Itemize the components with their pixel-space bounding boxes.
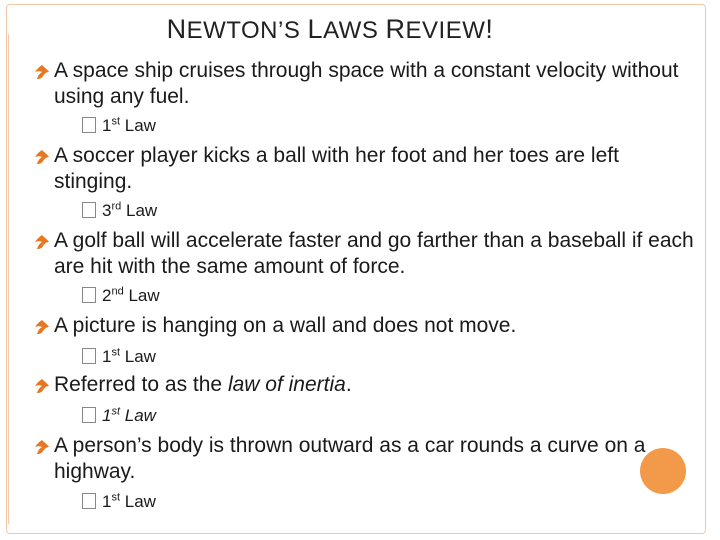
list-item: A picture is hanging on a wall and does not move. bbox=[54, 314, 517, 337]
answer-item: 2nd Law bbox=[82, 285, 160, 307]
decorative-line bbox=[8, 34, 9, 524]
checkbox-square-icon bbox=[82, 348, 96, 364]
list-item: A soccer player kicks a ball with her foot and her toes are left stinging. bbox=[54, 144, 619, 193]
answer-item: 3rd Law bbox=[82, 200, 157, 222]
answer-item: 1st Law bbox=[82, 115, 156, 137]
answer-item: 1st Law bbox=[82, 346, 156, 368]
checkbox-square-icon bbox=[82, 493, 96, 509]
decorative-circle bbox=[640, 448, 686, 494]
checkbox-square-icon bbox=[82, 117, 96, 133]
checkbox-square-icon bbox=[82, 407, 96, 423]
checkbox-square-icon bbox=[82, 202, 96, 218]
list-item: Referred to as the law of inertia. bbox=[54, 373, 352, 396]
page-title: NEWTON’S LAWS REVIEW! bbox=[166, 14, 494, 44]
answer-item: 1st Law bbox=[82, 405, 156, 427]
checkbox-square-icon bbox=[82, 287, 96, 303]
list-item: A space ship cruises through space with a constant velocity without using any fuel. bbox=[54, 59, 679, 108]
list-item: A golf ball will accelerate faster and go farther than a baseball if each are hit with the same amount of force. bbox=[54, 229, 694, 278]
list-item: A person’s body is thrown outward as a car rounds a curve on a highway. bbox=[54, 434, 646, 483]
answer-item: 1st Law bbox=[82, 491, 156, 513]
